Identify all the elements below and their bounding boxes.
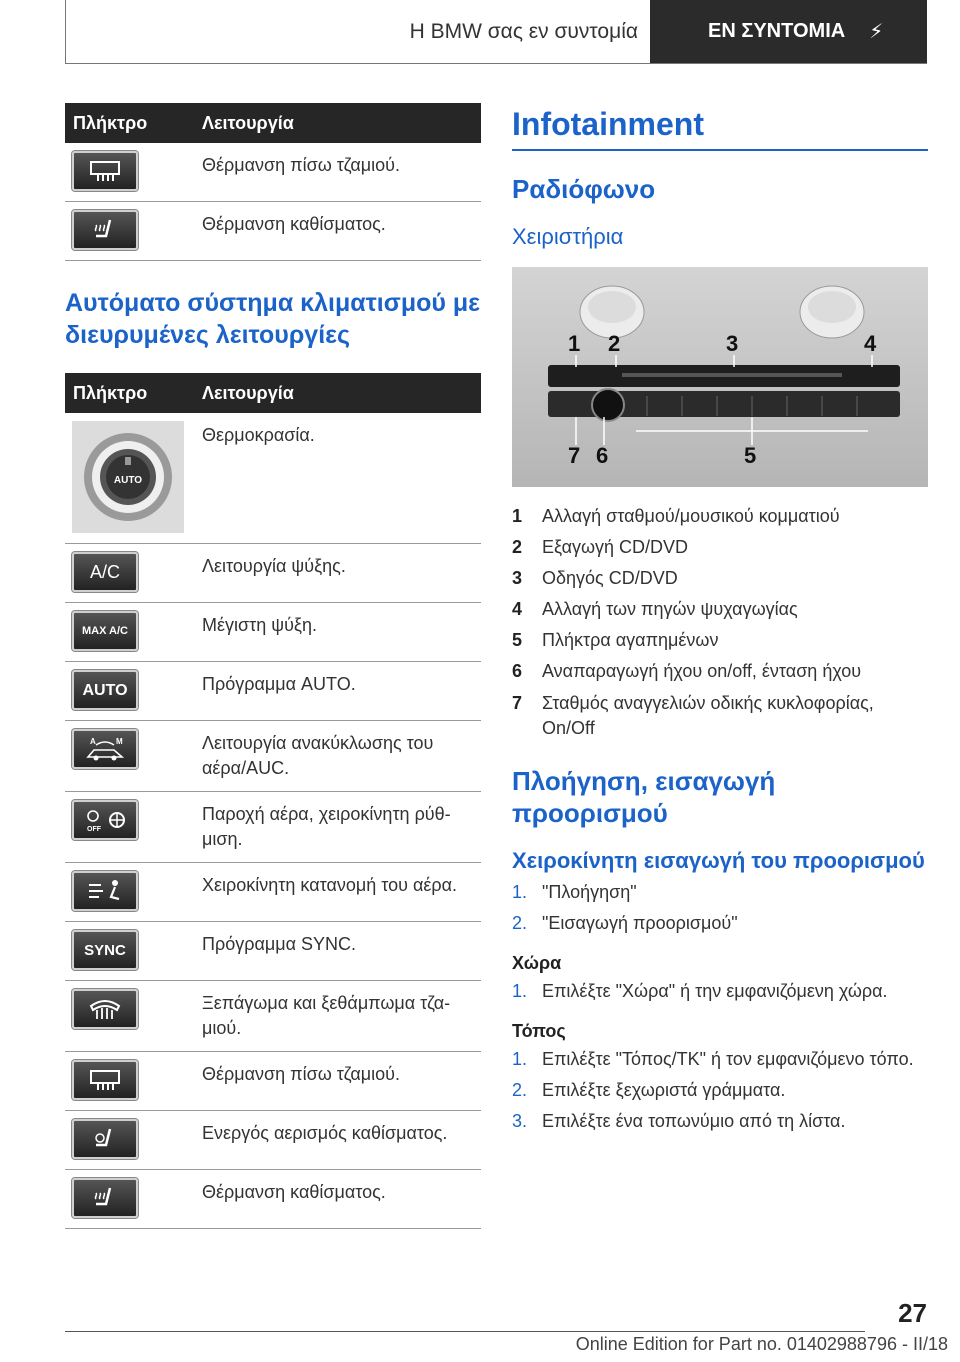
table-row xyxy=(65,721,481,792)
radio-title: Ραδιόφωνο xyxy=(512,174,656,204)
svg-text:OFF: OFF xyxy=(87,826,101,833)
right-column xyxy=(512,103,928,1135)
page-header xyxy=(65,0,927,64)
table-row xyxy=(65,143,481,202)
step-item: 2. "Εισαγωγή προορισμού" xyxy=(512,913,738,933)
sync-button-icon: SYNC xyxy=(72,930,138,970)
column-header-key: Πλήκτρο xyxy=(65,103,194,143)
max-ac-button-icon: MAX A/C xyxy=(72,611,138,651)
temperature-knob-icon xyxy=(72,421,184,533)
function-text: Θέρμανση πίσω τζαμιού. xyxy=(194,143,481,202)
column-header-function: Λειτουργία xyxy=(194,103,481,143)
table-row xyxy=(65,1170,481,1229)
auto-climate-keys-table xyxy=(65,373,481,1229)
fan-speed-icon xyxy=(72,800,138,840)
step-item: 3. Επιλέξτε ένα τοπωνύμιο από τη λίστα. xyxy=(512,1111,846,1131)
auto-button-icon: AUTO xyxy=(72,670,138,710)
function-text: Λειτουργία ψύξης. xyxy=(194,544,481,603)
air-distribution-icon xyxy=(72,871,138,911)
function-text: Πρόγραμμα AUTO. xyxy=(194,662,481,721)
column-header-key: Πλήκτρο xyxy=(65,373,194,413)
table-row xyxy=(65,863,481,922)
photo-callout: 5 xyxy=(744,443,757,468)
quick-reference-icon: ⚡ xyxy=(869,21,884,43)
list-item: 1 Αλλαγή σταθμού/μουσικού κομματιού xyxy=(512,506,840,526)
section-tab xyxy=(650,0,927,63)
page-number: 27 xyxy=(898,1298,927,1328)
function-text: Θερμοκρασία. xyxy=(194,413,481,544)
controls-title: Χειριστήρια xyxy=(512,224,624,249)
section-label: ΕΝ ΣΥΝΤΟΜΙΑ xyxy=(708,20,846,42)
manual-entry-title: Χειροκίνητη εισαγωγή του προορισμού xyxy=(512,848,925,873)
auto-knob-label: AUTO xyxy=(113,475,143,486)
function-text: Ξεπάγωμα και ξεθάμπωμα τζα-μιού. xyxy=(194,981,481,1052)
table-row xyxy=(65,603,481,662)
function-text: Μέγιστη ψύξη. xyxy=(194,603,481,662)
table-row xyxy=(65,981,481,1052)
table-row xyxy=(65,202,481,261)
place-title: Τόπος xyxy=(512,1021,566,1041)
svg-text:A: A xyxy=(90,737,96,746)
list-item: 3 Οδηγός CD/DVD xyxy=(512,568,678,588)
svg-text:M: M xyxy=(116,737,123,746)
windshield-defrost-icon xyxy=(72,989,138,1029)
seat-ventilation-icon xyxy=(72,1119,138,1159)
function-text: Χειροκίνητη κατανομή του αέρα. xyxy=(194,863,481,922)
seat-heating-icon xyxy=(72,210,138,250)
climate-keys-table xyxy=(65,103,481,261)
edition-note: Online Edition for Part no. 01402988796 - II/18 xyxy=(575,1334,948,1354)
function-text: Θέρμανση καθίσματος. xyxy=(194,202,481,261)
seat-heating-icon xyxy=(72,1178,138,1218)
step-item: 2. Επιλέξτε ξεχωριστά γράμματα. xyxy=(512,1080,786,1100)
navigation-title: Πλοήγηση, εισαγωγή προορισμού xyxy=(512,766,776,828)
step-item: 1. "Πλοήγηση" xyxy=(512,882,637,902)
list-item: 2 Εξαγωγή CD/DVD xyxy=(512,537,689,557)
breadcrumb: Η BMW σας εν συντομία xyxy=(409,19,638,43)
photo-callout: 1 xyxy=(568,331,581,356)
function-text: Λειτουργία ανακύκλωσης του αέρα/AUC. xyxy=(194,721,481,792)
section-title-climate: Αυτόματο σύστημα κλιματισμού με διευρυμένες λειτουργίες xyxy=(65,289,481,349)
step-item: 1. Επιλέξτε "Χώρα" ή την εμφανιζόμενη χώρα. xyxy=(512,981,888,1001)
photo-callout: 2 xyxy=(608,331,621,356)
ac-button-icon: A/C xyxy=(72,552,138,592)
controls-legend xyxy=(512,501,928,741)
left-column xyxy=(65,103,481,1229)
footer-divider xyxy=(65,1331,865,1332)
chapter-title: Infotainment xyxy=(512,103,928,151)
rear-defrost-icon xyxy=(72,1060,138,1100)
air-recirculation-icon xyxy=(72,729,138,769)
function-text: Παροχή αέρα, χειροκίνητη ρύθ-μιση. xyxy=(194,792,481,863)
photo-callout: 3 xyxy=(726,331,739,356)
table-row xyxy=(65,544,481,603)
radio-controls-photo xyxy=(512,267,928,487)
table-row xyxy=(65,922,481,981)
function-text: Θέρμανση καθίσματος. xyxy=(194,1170,481,1229)
column-header-function: Λειτουργία xyxy=(194,373,481,413)
table-row xyxy=(65,662,481,721)
function-text: Πρόγραμμα SYNC. xyxy=(194,922,481,981)
rear-defrost-icon xyxy=(72,151,138,191)
table-row xyxy=(65,1052,481,1111)
table-row xyxy=(65,792,481,863)
function-text: Θέρμανση πίσω τζαμιού. xyxy=(194,1052,481,1111)
photo-callout: 6 xyxy=(596,443,609,468)
step-item: 1. Επιλέξτε "Τόπος/ΤΚ" ή τον εμφανιζόμενο τόπο. xyxy=(512,1049,914,1069)
list-item: 6 Αναπαραγωγή ήχου on/off, ένταση ήχου xyxy=(512,661,862,681)
list-item: 5 Πλήκτρα αγαπημένων xyxy=(512,630,719,650)
list-item: 4 Αλλαγή των πηγών ψυχαγωγίας xyxy=(512,599,798,619)
country-title: Χώρα xyxy=(512,953,562,973)
photo-callout: 4 xyxy=(864,331,877,356)
function-text: Ενεργός αερισμός καθίσματος. xyxy=(194,1111,481,1170)
table-row xyxy=(65,1111,481,1170)
photo-callout: 7 xyxy=(568,443,581,468)
list-item: 7 Σταθμός αναγγελιών οδικής κυκλοφορίας, On/Off xyxy=(512,693,874,738)
table-row xyxy=(65,413,481,544)
